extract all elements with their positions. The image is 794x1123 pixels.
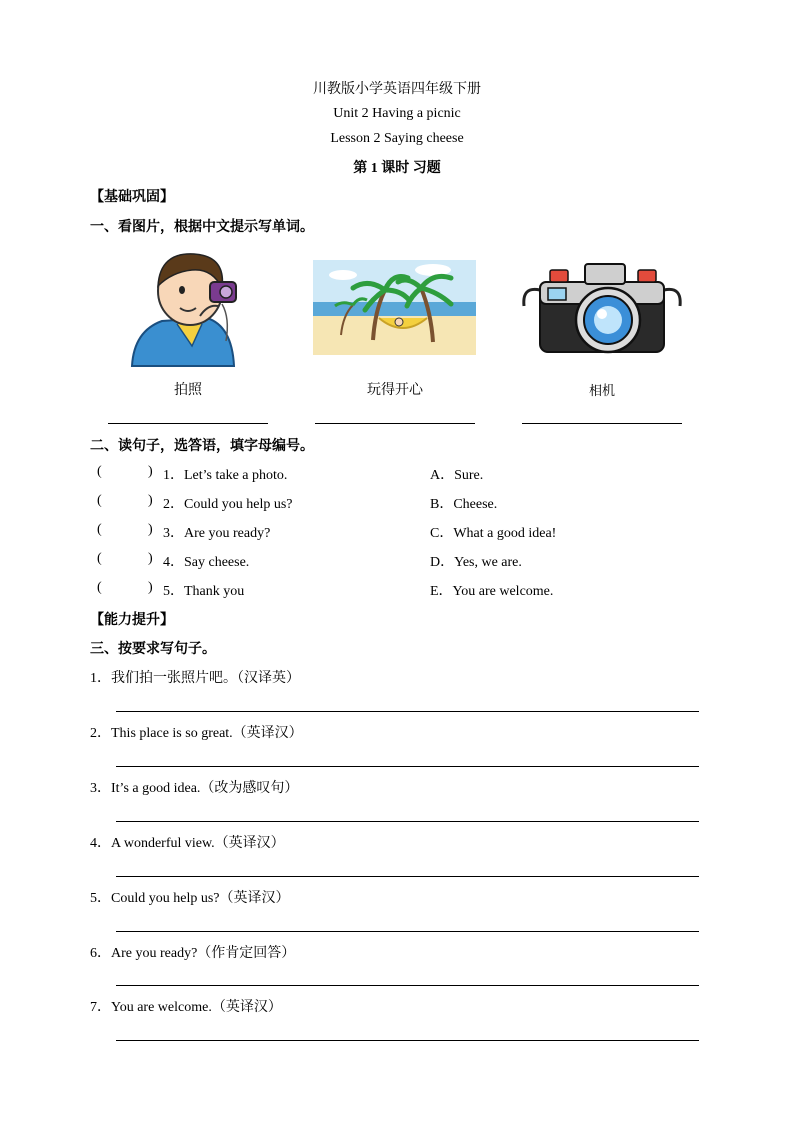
match-option-e: E．You are welcome. <box>430 584 554 599</box>
match-option-b: B．Cheese. <box>430 497 498 512</box>
match-option-c: C．What a good idea! <box>430 526 557 541</box>
worksheet-title: 川教版小学英语四年级下册 <box>313 82 481 97</box>
answer-paren-close-1: ) <box>148 464 153 479</box>
answer-paren-open-3: ( <box>97 522 102 537</box>
answer-paren-open-5: ( <box>97 580 102 595</box>
write-item-6: 6．Are you ready?（作肯定回答） <box>90 946 296 961</box>
answer-paren-close-3: ) <box>148 522 153 537</box>
period-title: 第 1 课时 习题 <box>353 161 441 176</box>
part2-heading: 二、读句子，选答语，填字母编号。 <box>90 439 314 454</box>
camera-picture <box>520 256 684 359</box>
match-question-1: 1．Let’s take a photo. <box>163 468 288 483</box>
answer-paren-open-1: ( <box>97 464 102 479</box>
unit-title: Unit 2 Having a picnic <box>333 106 461 121</box>
answer-paren-open-2: ( <box>97 493 102 508</box>
section-basic-heading: 【基础巩固】 <box>90 190 174 205</box>
match-question-4: 4．Say cheese. <box>163 555 250 570</box>
match-question-5: 5．Thank you <box>163 584 245 599</box>
lesson-title: Lesson 2 Saying cheese <box>330 131 464 146</box>
boy-taking-photo-picture <box>122 246 252 371</box>
write-item-1: 1．我们拍一张照片吧。（汉译英） <box>90 671 300 686</box>
match-question-3: 3．Are you ready? <box>163 526 271 541</box>
write-item-4: 4．A wonderful view.（英译汉） <box>90 836 285 851</box>
answer-line-3[interactable] <box>522 423 682 424</box>
write-item-2: 2．This place is so great.（英译汉） <box>90 726 303 741</box>
write-item-5: 5．Could you help us?（英译汉） <box>90 891 290 906</box>
write-item-7: 7．You are welcome.（英译汉） <box>90 1000 282 1015</box>
match-option-a: A．Sure. <box>430 468 484 483</box>
section-improve-heading: 【能力提升】 <box>90 613 174 628</box>
answer-line-2[interactable] <box>315 423 475 424</box>
write-line-1[interactable] <box>116 711 699 712</box>
write-line-3[interactable] <box>116 821 699 822</box>
answer-paren-open-4: ( <box>97 551 102 566</box>
write-line-5[interactable] <box>116 931 699 932</box>
write-line-6[interactable] <box>116 985 699 986</box>
beach-hammock-picture <box>313 260 476 355</box>
part1-heading: 一、看图片，根据中文提示写单词。 <box>90 220 314 235</box>
write-line-2[interactable] <box>116 766 699 767</box>
answer-paren-close-5: ) <box>148 580 153 595</box>
answer-line-1[interactable] <box>108 423 268 424</box>
caption-camera: 相机 <box>588 384 615 399</box>
match-question-2: 2．Could you help us? <box>163 497 293 512</box>
caption-have-fun: 玩得开心 <box>367 382 423 398</box>
match-option-d: D．Yes, we are. <box>430 555 522 570</box>
write-line-7[interactable] <box>116 1040 699 1041</box>
caption-take-photo: 拍照 <box>174 382 202 398</box>
answer-paren-close-2: ) <box>148 493 153 508</box>
write-item-3: 3．It’s a good idea.（改为感叹句） <box>90 781 299 796</box>
write-line-4[interactable] <box>116 876 699 877</box>
part3-heading: 三、按要求写句子。 <box>90 642 216 657</box>
answer-paren-close-4: ) <box>148 551 153 566</box>
